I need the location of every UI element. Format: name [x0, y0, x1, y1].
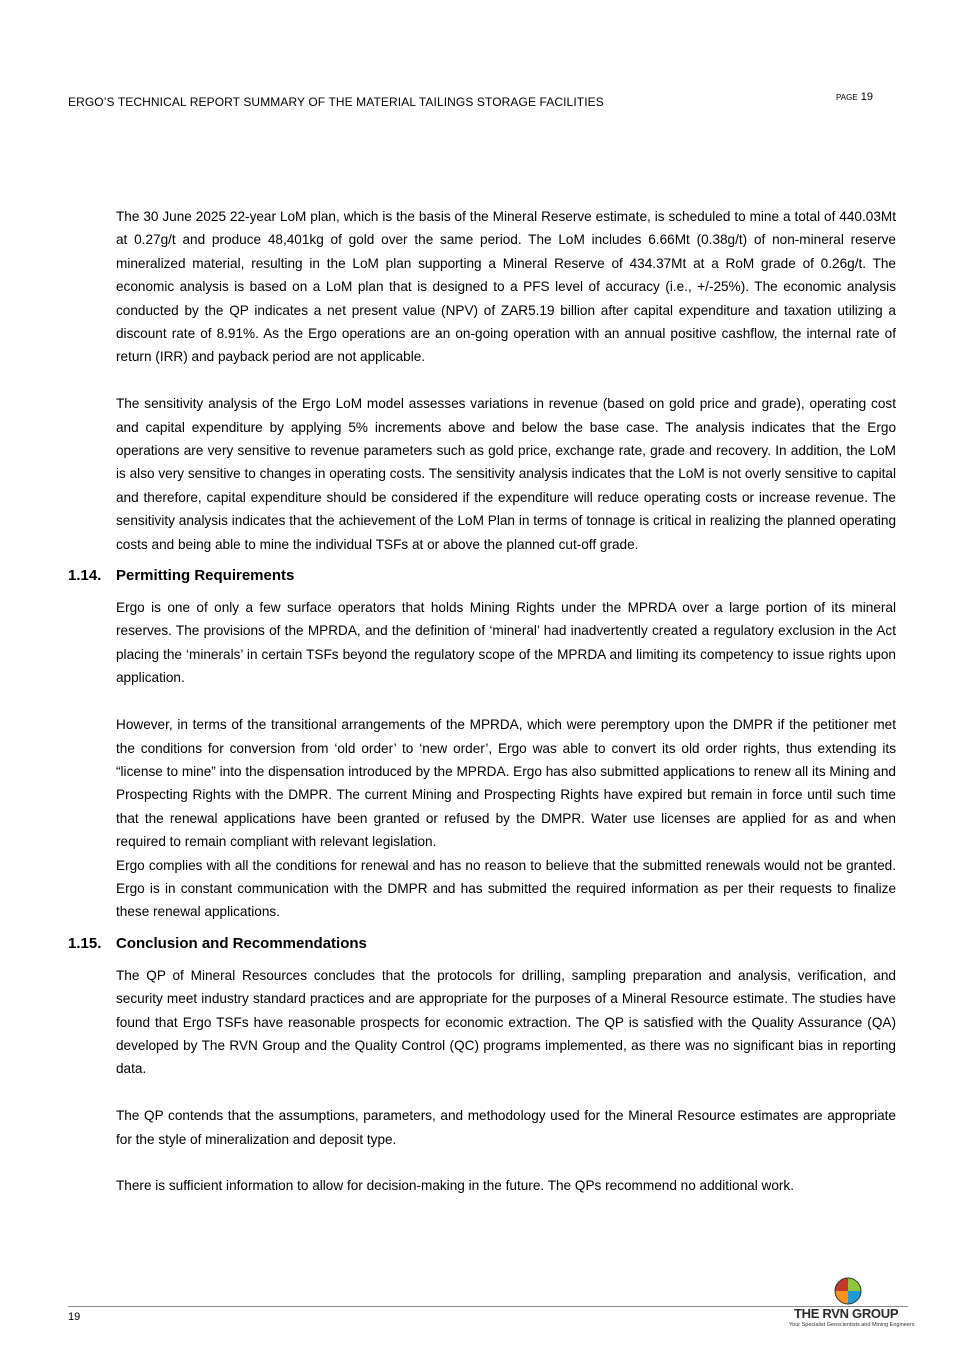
- footer-divider: [68, 1306, 908, 1307]
- header-page-value: 19: [860, 91, 873, 103]
- logo-name: THE RVN GROUP: [794, 1306, 899, 1321]
- body-paragraph-lom-plan: The 30 June 2025 22-year LoM plan, which is the basis of the Mineral Reserve estimate, is scheduled to mine a total of 440.03Mt at 0.27g/t and produce 48,401kg of gold over the same period. The LoM includes 6.66Mt (0.38g/t) of non-mineral reserve mineralized material, resulting in the LoM plan supporting a Mineral Reserve of 434.37Mt at a RoM grade of 0.26g/t. The economic analysis is based on a LoM plan that is designed to a PFS level of accuracy (i.e., +/-25%). The economic analysis conducted by the QP indicates a net present value (NPV) of ZAR5.19 billion after capital expenditure and taxation utilizing a discount rate of 8.91%. As the Ergo operations are an on-going operation with an annual positive cashflow, the internal rate of return (IRR) and payback period are not applicable.: [116, 209, 896, 365]
- permitting-paragraph-3: Ergo complies with all the conditions for renewal and has no reason to believe that the submitted renewals would not be granted. Ergo is in constant communication with the DMPR and has submitted the required information as per their requests to finalize these renewal applications.: [116, 857, 896, 920]
- section-title: Permitting Requirements: [116, 567, 295, 585]
- permitting-paragraph-2: However, in terms of the transitional arrangements of the MPRDA, which were peremptory upon the DMPR if the petitioner met the conditions for conversion from ‘old order’ to ‘new order’, Ergo was able to convert its old order rights, thus extending its “license to mine” into the dispensation introduced by the MPRDA. Ergo has also submitted applications to renew all its Mining and Prospecting Rights with the DMPR. The current Mining and Prospecting Rights have expired but remain in force until such time that the renewal applications have been granted or refused by the DMPR. Water use licenses are applied for as and when required to remain compliant with relevant legislation.: [116, 717, 896, 850]
- section-number: 1.14.: [68, 567, 102, 585]
- conclusion-paragraph-2: The QP contends that the assumptions, parameters, and methodology used for the Mineral Resource estimates are appropriate for the style of mineralization and deposit type.: [116, 1108, 896, 1147]
- permitting-paragraph-1: Ergo is one of only a few surface operators that holds Mining Rights under the MPRDA over a large portion of its mineral reserves. The provisions of the MPRDA, and the definition of ‘mineral’ had inadvertently created a regulatory exclusion in the Act placing the ‘minerals’ in certain TSFs beyond the regulatory scope of the MPRDA and limiting its competency to issue rights upon application.: [116, 600, 896, 686]
- section-title: Conclusion and Recommendations: [116, 934, 367, 952]
- running-header-title: ERGO’S TECHNICAL REPORT SUMMARY OF THE MATERIAL TAILINGS STORAGE FACILITIES: [68, 95, 604, 109]
- section-heading-permitting: [68, 564, 896, 588]
- logo-tagline: Your Specialist Geoscientists and Mining Engineers: [789, 1322, 915, 1328]
- conclusion-paragraph-3: There is sufficient information to allow for decision-making in the future. The QPs recommend no additional work.: [116, 1178, 795, 1194]
- footer-page-number: 19: [68, 1311, 81, 1323]
- body-paragraph-sensitivity: The sensitivity analysis of the Ergo LoM model assesses variations in revenue (based on gold price and grade), operating cost and capital expenditure by applying 5% increments above and below the base case. The analysis indicates that the Ergo operations are very sensitive to revenue parameters such as gold price, exchange rate, grade and recovery. In addition, the LoM is also very sensitive to changes in operating costs. The sensitivity analysis indicates that the LoM is not overly sensitive to capital and therefore, capital expenditure should be considered if the expenditure will reduce operating costs or increase revenue. The sensitivity analysis indicates that the achievement of the LoM Plan in terms of tonnage is critical in realizing the planned operating costs and being able to mine the individual TSFs at or above the planned cut-off grade.: [116, 396, 896, 552]
- header-page-label: PAGE: [836, 93, 858, 102]
- conclusion-paragraph-1: The QP of Mineral Resources concludes that the protocols for drilling, sampling preparation and analysis, verification, and security meet industry standard practices and are appropriate for the purposes of a Mineral Resource estimate. The studies have found that Ergo TSFs have reasonable prospects for economic extraction. The QP is satisfied with the Quality Assurance (QA) developed by The RVN Group and the Quality Control (QC) programs implemented, as there was no significant bias in reporting data.: [116, 967, 896, 1077]
- section-heading-conclusion: [68, 932, 896, 956]
- document-body: [68, 205, 896, 1198]
- header-page-number: [836, 91, 873, 103]
- section-number: 1.15.: [68, 934, 102, 952]
